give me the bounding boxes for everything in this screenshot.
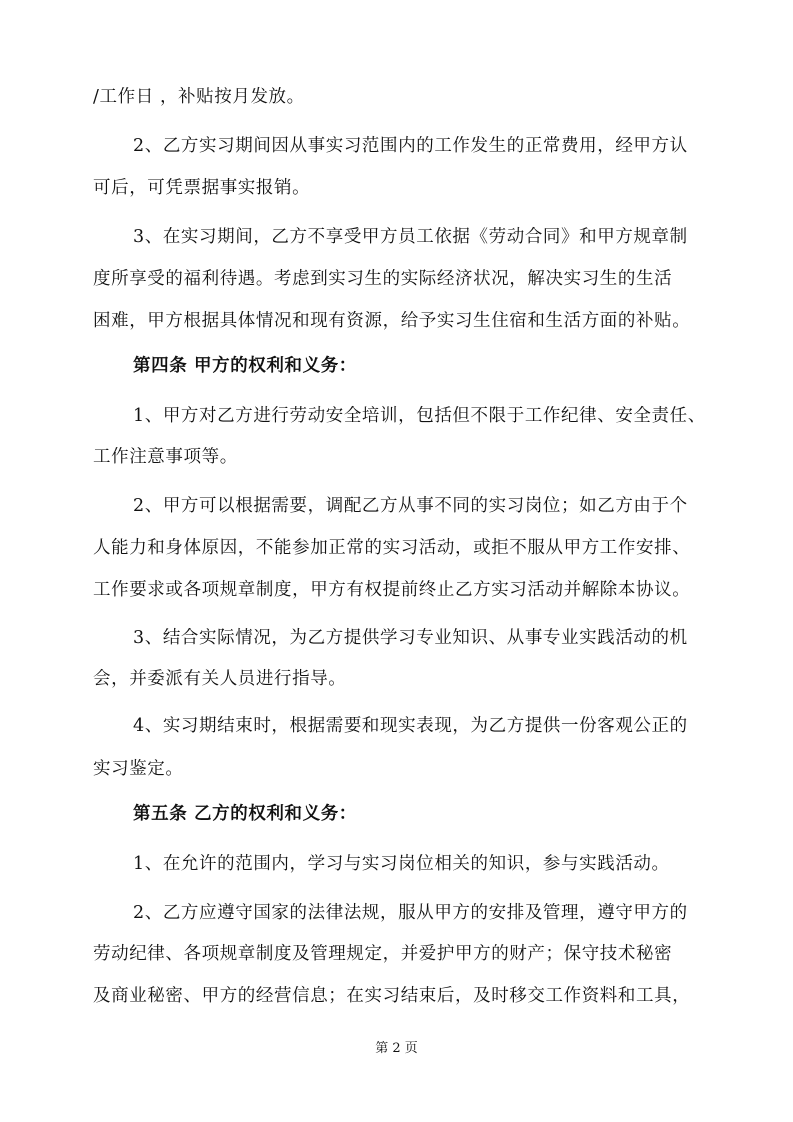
text-line: 4、实习期结束时，根据需要和现实表现，为乙方提供一份客观公正的 bbox=[133, 716, 688, 736]
section-heading: 第四条 甲方的权利和义务： bbox=[133, 356, 357, 376]
text-line: 工作注意事项等。 bbox=[93, 447, 238, 467]
text-line: 困难，甲方根据具体情况和现有资源，给予实习生住宿和生活方面的补贴。 bbox=[93, 311, 691, 331]
text-line: 1、在允许的范围内，学习与实习岗位相关的知识，参与实践活动。 bbox=[133, 854, 670, 874]
text-line: 会，并委派有关人员进行指导。 bbox=[93, 669, 347, 689]
page-number: 第 2 页 bbox=[375, 1041, 418, 1056]
text-line: 2、乙方实习期间因从事实习范围内的工作发生的正常费用，经甲方认 bbox=[133, 136, 688, 156]
text-line: 3、结合实际情况，为乙方提供学习专业知识、从事专业实践活动的机 bbox=[133, 628, 688, 648]
text-line: 实习鉴定。 bbox=[93, 759, 184, 779]
text-line: 人能力和身体原因，不能参加正常的实习活动，或拒不服从甲方工作安排、 bbox=[93, 538, 691, 558]
text-line: 1、甲方对乙方进行劳动安全培训，包括但不限于工作纪律、安全责任、 bbox=[133, 406, 706, 426]
text-line: 可后，可凭票据事实报销。 bbox=[93, 178, 311, 198]
text-line: 及商业秘密、甲方的经营信息；在实习结束后，及时移交工作资料和工具， bbox=[93, 986, 691, 1006]
text-line: 2、乙方应遵守国家的法律法规，服从甲方的安排及管理，遵守甲方的 bbox=[133, 903, 688, 923]
text-line: /工作日 ，补贴按月发放。 bbox=[93, 87, 305, 107]
text-line: 2、甲方可以根据需要，调配乙方从事不同的实习岗位；如乙方由于个 bbox=[133, 496, 688, 516]
text-line: 劳动纪律、各项规章制度及管理规定，并爱护甲方的财产；保守技术秘密 bbox=[93, 944, 673, 964]
section-heading: 第五条 乙方的权利和义务： bbox=[133, 804, 357, 824]
text-line: 3、在实习期间，乙方不享受甲方员工依据《劳动合同》和甲方规章制 bbox=[133, 227, 688, 247]
text-line: 度所享受的福利待遇。考虑到实习生的实际经济状况，解决实习生的生活 bbox=[93, 269, 673, 289]
text-line: 工作要求或各项规章制度，甲方有权提前终止乙方实习活动并解除本协议。 bbox=[93, 580, 691, 600]
